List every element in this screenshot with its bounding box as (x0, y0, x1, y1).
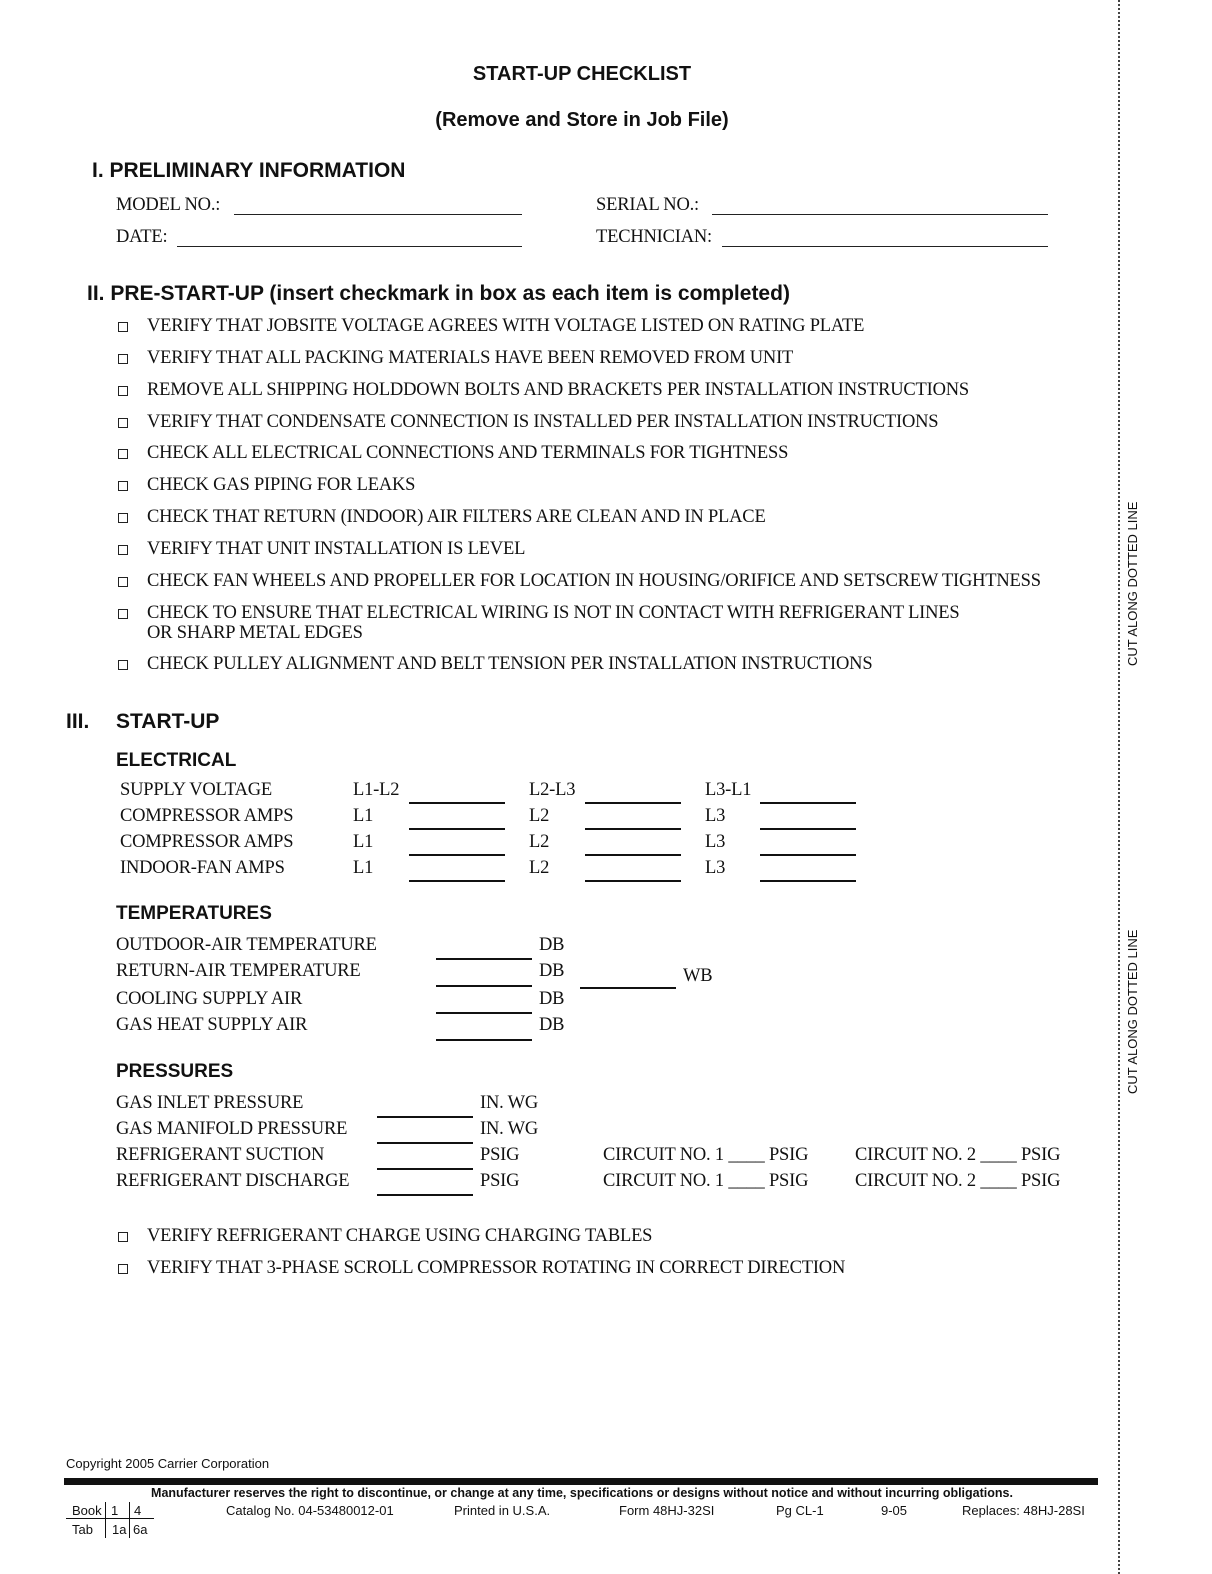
checklist-item: CHECK TO ENSURE THAT ELECTRICAL WIRING IS NOT IN CONTACT WITH REFRIGERANT LINES (147, 603, 960, 623)
checklist-item: VERIFY REFRIGERANT CHARGE USING CHARGING TABLES (147, 1226, 653, 1246)
value-field[interactable] (760, 802, 856, 804)
electrical-row-label: SUPPLY VOLTAGE (120, 780, 273, 800)
value-field[interactable] (377, 1116, 473, 1118)
unit-label: PSIG (480, 1171, 520, 1191)
value-field[interactable] (585, 802, 681, 804)
checkbox[interactable] (118, 481, 128, 491)
checklist-item: CHECK GAS PIPING FOR LEAKS (147, 475, 416, 495)
value-field[interactable] (409, 828, 505, 830)
cut-dotted-line[interactable] (1118, 0, 1120, 1574)
checkbox[interactable] (118, 577, 128, 587)
book-label: Book (72, 1503, 102, 1518)
phase-label: L2 (529, 806, 550, 826)
value-field[interactable] (409, 854, 505, 856)
checklist-item: CHECK FAN WHEELS AND PROPELLER FOR LOCATION IN HOUSING/ORIFICE AND SETSCREW TIGHTNESS (147, 571, 1041, 591)
disclaimer: Manufacturer reserves the right to discontinue, or change at any time, specifications or designs without notice and without incurring obligations. (151, 1486, 1013, 1500)
unit-label: DB (539, 1015, 565, 1035)
checklist-item: REMOVE ALL SHIPPING HOLDDOWN BOLTS AND BRACKETS PER INSTALLATION INSTRUCTIONS (147, 380, 969, 400)
page-title: START-UP CHECKLIST (472, 63, 692, 85)
section-prestartup-heading: II. PRE-START-UP (insert checkmark in box as each item is completed) (87, 282, 790, 305)
phase-label: L2 (529, 858, 550, 878)
value-field[interactable] (585, 854, 681, 856)
unit-label: IN. WG (480, 1093, 539, 1113)
tab-number-1: 1a (112, 1522, 127, 1537)
checkbox[interactable] (118, 449, 128, 459)
temperature-label: RETURN-AIR TEMPERATURE (116, 961, 361, 981)
value-field[interactable] (377, 1194, 473, 1196)
model-label: MODEL NO.: (116, 195, 221, 215)
value-field[interactable] (760, 828, 856, 830)
unit-label: IN. WG (480, 1119, 539, 1139)
serial-label: SERIAL NO.: (596, 195, 699, 215)
checklist-item: VERIFY THAT 3-PHASE SCROLL COMPRESSOR ROTATING IN CORRECT DIRECTION (147, 1258, 846, 1278)
footer-rule (64, 1478, 1098, 1485)
pressure-label: GAS INLET PRESSURE (116, 1093, 304, 1113)
book-tab-divider (66, 1518, 154, 1519)
value-field[interactable] (585, 880, 681, 882)
book-number-2: 4 (134, 1503, 142, 1518)
checklist-item: CHECK ALL ELECTRICAL CONNECTIONS AND TERMINALS FOR TIGHTNESS (147, 443, 789, 463)
temperatures-heading: TEMPERATURES (116, 903, 272, 924)
phase-label: L1 (353, 858, 374, 878)
section-startup-heading: START-UP (116, 710, 220, 733)
phase-label: L2-L3 (529, 780, 576, 800)
checklist-item: VERIFY THAT JOBSITE VOLTAGE AGREES WITH VOLTAGE LISTED ON RATING PLATE (147, 316, 865, 336)
checkbox[interactable] (118, 322, 128, 332)
circuit-2-field[interactable]: CIRCUIT NO. 2 ____ PSIG (855, 1171, 1061, 1191)
pressures-heading: PRESSURES (116, 1061, 234, 1082)
electrical-row-label: COMPRESSOR AMPS (120, 832, 294, 852)
value-field[interactable] (585, 828, 681, 830)
value-field[interactable] (377, 1168, 473, 1170)
checklist-item: VERIFY THAT UNIT INSTALLATION IS LEVEL (147, 539, 526, 559)
checkbox[interactable] (118, 354, 128, 364)
phase-label: L3 (705, 806, 726, 826)
checkbox[interactable] (118, 386, 128, 396)
phase-label: L1 (353, 832, 374, 852)
value-field[interactable] (436, 985, 532, 987)
phase-label: L3 (705, 832, 726, 852)
value-field[interactable] (409, 802, 505, 804)
value-field[interactable] (409, 880, 505, 882)
circuit-1-field[interactable]: CIRCUIT NO. 1 ____ PSIG (603, 1171, 809, 1191)
pressure-label: REFRIGERANT SUCTION (116, 1145, 325, 1165)
circuit-2-field[interactable]: CIRCUIT NO. 2 ____ PSIG (855, 1145, 1061, 1165)
temperature-label: COOLING SUPPLY AIR (116, 989, 303, 1009)
checkbox[interactable] (118, 1264, 128, 1274)
phase-label: L3-L1 (705, 780, 752, 800)
checkbox[interactable] (118, 1232, 128, 1242)
unit-label: PSIG (480, 1145, 520, 1165)
value-field[interactable] (377, 1142, 473, 1144)
value-field[interactable] (760, 880, 856, 882)
tab-label: Tab (72, 1522, 93, 1537)
page-number: Pg CL-1 (776, 1503, 824, 1518)
checkbox[interactable] (118, 513, 128, 523)
technician-label: TECHNICIAN: (596, 227, 712, 247)
phase-label: L3 (705, 858, 726, 878)
printed-in: Printed in U.S.A. (454, 1503, 551, 1518)
date-field[interactable] (177, 246, 522, 247)
book-number-1: 1 (111, 1503, 119, 1518)
pressure-label: GAS MANIFOLD PRESSURE (116, 1119, 348, 1139)
technician-field[interactable] (722, 246, 1048, 247)
checkbox[interactable] (118, 609, 128, 619)
model-field[interactable] (234, 214, 522, 215)
book-tab-divider (129, 1502, 130, 1538)
temperature-label: OUTDOOR-AIR TEMPERATURE (116, 935, 377, 955)
unit-label: DB (539, 935, 565, 955)
value-field[interactable] (760, 854, 856, 856)
catalog-number: Catalog No. 04-53480012-01 (226, 1503, 394, 1518)
value-field[interactable] (580, 987, 676, 989)
copyright: Copyright 2005 Carrier Corporation (66, 1456, 270, 1471)
pressure-label: REFRIGERANT DISCHARGE (116, 1171, 350, 1191)
phase-label: L1 (353, 806, 374, 826)
electrical-row-label: INDOOR-FAN AMPS (120, 858, 285, 878)
cut-instruction-label: CUT ALONG DOTTED LINE (1125, 929, 1140, 1094)
checkbox[interactable] (118, 660, 128, 670)
print-date: 9-05 (881, 1503, 908, 1518)
value-field[interactable] (436, 1039, 532, 1041)
checkbox[interactable] (118, 545, 128, 555)
value-field[interactable] (436, 958, 532, 960)
section-startup-number: III. (66, 710, 90, 733)
value-field[interactable] (436, 1012, 532, 1014)
checklist-item-continued: OR SHARP METAL EDGES (147, 623, 363, 643)
checklist-item: VERIFY THAT CONDENSATE CONNECTION IS INSTALLED PER INSTALLATION INSTRUCTIONS (147, 412, 939, 432)
phase-label: L2 (529, 832, 550, 852)
checklist-item: CHECK THAT RETURN (INDOOR) AIR FILTERS ARE CLEAN AND IN PLACE (147, 507, 766, 527)
unit-label: DB (539, 989, 565, 1009)
book-tab-divider (105, 1502, 106, 1538)
tab-number-2: 6a (133, 1522, 148, 1537)
serial-field[interactable] (712, 214, 1048, 215)
temperature-label: GAS HEAT SUPPLY AIR (116, 1015, 308, 1035)
cut-instruction-label: CUT ALONG DOTTED LINE (1125, 501, 1140, 666)
electrical-heading: ELECTRICAL (116, 750, 237, 771)
checklist-item: VERIFY THAT ALL PACKING MATERIALS HAVE BEEN REMOVED FROM UNIT (147, 348, 794, 368)
circuit-1-field[interactable]: CIRCUIT NO. 1 ____ PSIG (603, 1145, 809, 1165)
checklist-item: CHECK PULLEY ALIGNMENT AND BELT TENSION PER INSTALLATION INSTRUCTIONS (147, 654, 873, 674)
unit-label: WB (683, 966, 713, 986)
checkbox[interactable] (118, 418, 128, 428)
electrical-row-label: COMPRESSOR AMPS (120, 806, 294, 826)
phase-label: L1-L2 (353, 780, 400, 800)
section-preliminary-heading: I. PRELIMINARY INFORMATION (92, 159, 406, 182)
page-subtitle: (Remove and Store in Job File) (435, 109, 729, 131)
date-label: DATE: (116, 227, 168, 247)
unit-label: DB (539, 961, 565, 981)
form-number: Form 48HJ-32SI (619, 1503, 715, 1518)
replaces-form: Replaces: 48HJ-28SI (962, 1503, 1085, 1518)
